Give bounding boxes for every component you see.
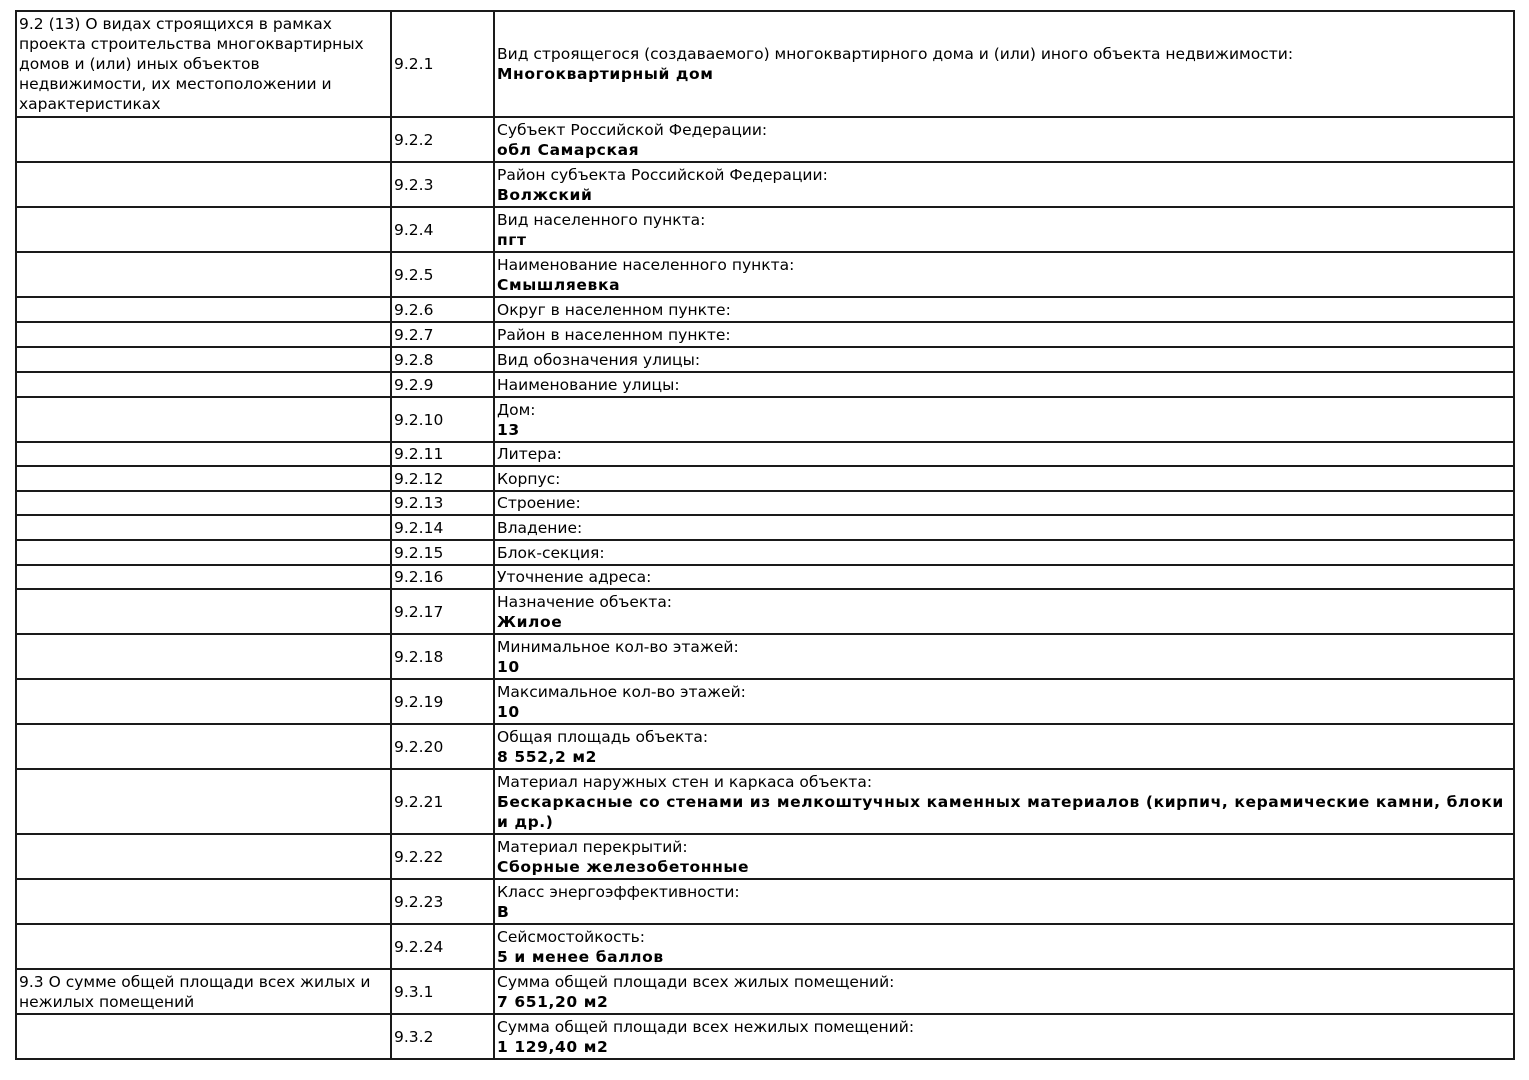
table-row bbox=[16, 769, 1514, 834]
item-number: 9.2.3 bbox=[391, 162, 494, 207]
item-content bbox=[494, 117, 1514, 162]
item-value: Смышляевка bbox=[497, 275, 621, 294]
item-label: Литера: bbox=[497, 445, 562, 463]
item-label: Сейсмостойкость: bbox=[497, 927, 645, 946]
item-value: Бескаркасные со стенами из мелкоштучных каменных материалов (кирпич, керамические камни, блоки и др.) bbox=[497, 792, 1504, 831]
item-content bbox=[494, 491, 1514, 515]
table-row bbox=[16, 397, 1514, 442]
item-value: Жилое bbox=[497, 612, 563, 631]
item-content bbox=[494, 969, 1514, 1014]
item-value: обл Самарская bbox=[497, 140, 640, 159]
section-title-empty-cell bbox=[16, 515, 391, 540]
item-value: 7 651,20 м2 bbox=[497, 992, 609, 1011]
item-content bbox=[494, 679, 1514, 724]
section-title-empty-cell bbox=[16, 879, 391, 924]
item-number: 9.2.22 bbox=[391, 834, 494, 879]
table-row bbox=[16, 515, 1514, 540]
item-content bbox=[494, 347, 1514, 372]
section-title-empty-cell bbox=[16, 589, 391, 634]
item-number: 9.2.14 bbox=[391, 515, 494, 540]
table-row bbox=[16, 207, 1514, 252]
item-content bbox=[494, 924, 1514, 969]
section-title-empty-cell bbox=[16, 442, 391, 466]
item-value: 5 и менее баллов bbox=[497, 947, 664, 966]
table-row bbox=[16, 162, 1514, 207]
table-row bbox=[16, 540, 1514, 565]
item-content bbox=[494, 442, 1514, 466]
table-row bbox=[16, 634, 1514, 679]
item-label: Блок-секция: bbox=[497, 543, 605, 562]
table-row bbox=[16, 589, 1514, 634]
item-label: Округ в населенном пункте: bbox=[497, 300, 731, 319]
item-number: 9.2.21 bbox=[391, 769, 494, 834]
section-title-empty-cell bbox=[16, 491, 391, 515]
item-label: Сумма общей площади всех жилых помещений: bbox=[497, 972, 895, 991]
section-title-empty-cell bbox=[16, 540, 391, 565]
item-label: Материал наружных стен и каркаса объекта: bbox=[497, 772, 873, 791]
item-value: 10 bbox=[497, 657, 520, 676]
table-row bbox=[16, 1014, 1514, 1059]
item-number: 9.2.20 bbox=[391, 724, 494, 769]
item-number: 9.2.19 bbox=[391, 679, 494, 724]
item-number: 9.2.7 bbox=[391, 322, 494, 347]
item-value: Волжский bbox=[497, 185, 593, 204]
table-row bbox=[16, 679, 1514, 724]
item-number: 9.3.1 bbox=[391, 969, 494, 1014]
table-row bbox=[16, 924, 1514, 969]
item-number: 9.2.5 bbox=[391, 252, 494, 297]
item-number: 9.2.1 bbox=[391, 11, 494, 117]
section-title-empty-cell bbox=[16, 466, 391, 491]
item-label: Наименование улицы: bbox=[497, 375, 680, 394]
item-value: пгт bbox=[497, 230, 527, 249]
table-row bbox=[16, 372, 1514, 397]
table-row bbox=[16, 466, 1514, 491]
section-title-empty-cell bbox=[16, 924, 391, 969]
item-number: 9.2.17 bbox=[391, 589, 494, 634]
item-number: 9.2.13 bbox=[391, 491, 494, 515]
item-label: Максимальное кол-во этажей: bbox=[497, 682, 746, 701]
item-content bbox=[494, 162, 1514, 207]
item-content bbox=[494, 397, 1514, 442]
item-label: Материал перекрытий: bbox=[497, 837, 688, 856]
item-number: 9.2.24 bbox=[391, 924, 494, 969]
item-value: 10 bbox=[497, 702, 520, 721]
item-label: Минимальное кол-во этажей: bbox=[497, 637, 739, 656]
section-title-empty-cell bbox=[16, 347, 391, 372]
section-title-empty-cell bbox=[16, 834, 391, 879]
item-number: 9.2.12 bbox=[391, 466, 494, 491]
item-content bbox=[494, 769, 1514, 834]
item-number: 9.2.23 bbox=[391, 879, 494, 924]
item-label: Субъект Российской Федерации: bbox=[497, 120, 768, 139]
item-label: Назначение объекта: bbox=[497, 592, 673, 611]
section-title-empty-cell bbox=[16, 397, 391, 442]
section-title-empty-cell bbox=[16, 207, 391, 252]
section-title-empty-cell bbox=[16, 1014, 391, 1059]
item-content bbox=[494, 11, 1514, 117]
item-content bbox=[494, 540, 1514, 565]
section-title-empty-cell bbox=[16, 252, 391, 297]
item-content bbox=[494, 1014, 1514, 1059]
table-row bbox=[16, 117, 1514, 162]
item-content bbox=[494, 252, 1514, 297]
item-label: Район субъекта Российской Федерации: bbox=[497, 165, 828, 184]
table-row bbox=[16, 347, 1514, 372]
item-label: Вид строящегося (создаваемого) многоквартирного дома и (или) иного объекта недвижимости: bbox=[497, 45, 1294, 63]
item-label: Сумма общей площади всех нежилых помещений: bbox=[497, 1017, 915, 1036]
item-label: Наименование населенного пункта: bbox=[497, 255, 795, 274]
item-value: В bbox=[497, 902, 510, 921]
section-title-empty-cell bbox=[16, 322, 391, 347]
declaration-table bbox=[15, 10, 1515, 1060]
item-number: 9.3.2 bbox=[391, 1014, 494, 1059]
item-content bbox=[494, 372, 1514, 397]
item-number: 9.2.2 bbox=[391, 117, 494, 162]
item-content bbox=[494, 297, 1514, 322]
item-number: 9.2.10 bbox=[391, 397, 494, 442]
section-title-empty-cell bbox=[16, 297, 391, 322]
item-label: Вид населенного пункта: bbox=[497, 210, 706, 229]
item-label: Класс энергоэффективности: bbox=[497, 882, 740, 901]
section-title-empty-cell bbox=[16, 372, 391, 397]
table-row bbox=[16, 491, 1514, 515]
item-label: Владение: bbox=[497, 518, 583, 537]
table-row bbox=[16, 724, 1514, 769]
table-row bbox=[16, 565, 1514, 589]
table-row bbox=[16, 297, 1514, 322]
section-title-empty-cell bbox=[16, 769, 391, 834]
item-content bbox=[494, 724, 1514, 769]
section-title-empty-cell bbox=[16, 724, 391, 769]
table-row bbox=[16, 834, 1514, 879]
item-label: Вид обозначения улицы: bbox=[497, 350, 701, 369]
item-number: 9.2.18 bbox=[391, 634, 494, 679]
table-row bbox=[16, 969, 1514, 1014]
section-title-empty-cell bbox=[16, 679, 391, 724]
section-title: 9.3 О сумме общей площади всех жилых и нежилых помещений bbox=[16, 969, 391, 1014]
item-value: 1 129,40 м2 bbox=[497, 1037, 609, 1056]
item-value: Многоквартирный дом bbox=[497, 65, 714, 83]
item-content bbox=[494, 565, 1514, 589]
item-number: 9.2.8 bbox=[391, 347, 494, 372]
section-title: 9.2 (13) О видах строящихся в рамках проекта строительства многоквартирных домов и (или) иных объектов недвижимости, их местоположении и характеристиках bbox=[16, 11, 391, 117]
item-content bbox=[494, 207, 1514, 252]
item-content bbox=[494, 589, 1514, 634]
item-content bbox=[494, 466, 1514, 491]
item-number: 9.2.15 bbox=[391, 540, 494, 565]
item-content bbox=[494, 322, 1514, 347]
item-label: Район в населенном пункте: bbox=[497, 325, 731, 344]
item-number: 9.2.16 bbox=[391, 565, 494, 589]
item-number: 9.2.11 bbox=[391, 442, 494, 466]
section-title-empty-cell bbox=[16, 162, 391, 207]
item-value: 13 bbox=[497, 420, 520, 439]
item-label: Дом: bbox=[497, 400, 536, 419]
item-content bbox=[494, 879, 1514, 924]
item-value: Сборные железобетонные bbox=[497, 857, 750, 876]
item-number: 9.2.4 bbox=[391, 207, 494, 252]
table-row bbox=[16, 252, 1514, 297]
item-value: 8 552,2 м2 bbox=[497, 747, 598, 766]
table-row bbox=[16, 442, 1514, 466]
item-label: Корпус: bbox=[497, 469, 561, 488]
item-content bbox=[494, 834, 1514, 879]
item-number: 9.2.6 bbox=[391, 297, 494, 322]
declaration-table-body bbox=[16, 11, 1514, 1059]
item-number: 9.2.9 bbox=[391, 372, 494, 397]
section-title-empty-cell bbox=[16, 565, 391, 589]
item-content bbox=[494, 634, 1514, 679]
table-row bbox=[16, 879, 1514, 924]
section-title-empty-cell bbox=[16, 634, 391, 679]
item-content bbox=[494, 515, 1514, 540]
item-label: Общая площадь объекта: bbox=[497, 727, 709, 746]
item-label: Уточнение адреса: bbox=[497, 568, 652, 586]
item-label: Строение: bbox=[497, 494, 581, 512]
table-row bbox=[16, 11, 1514, 117]
section-title-empty-cell bbox=[16, 117, 391, 162]
table-row bbox=[16, 322, 1514, 347]
